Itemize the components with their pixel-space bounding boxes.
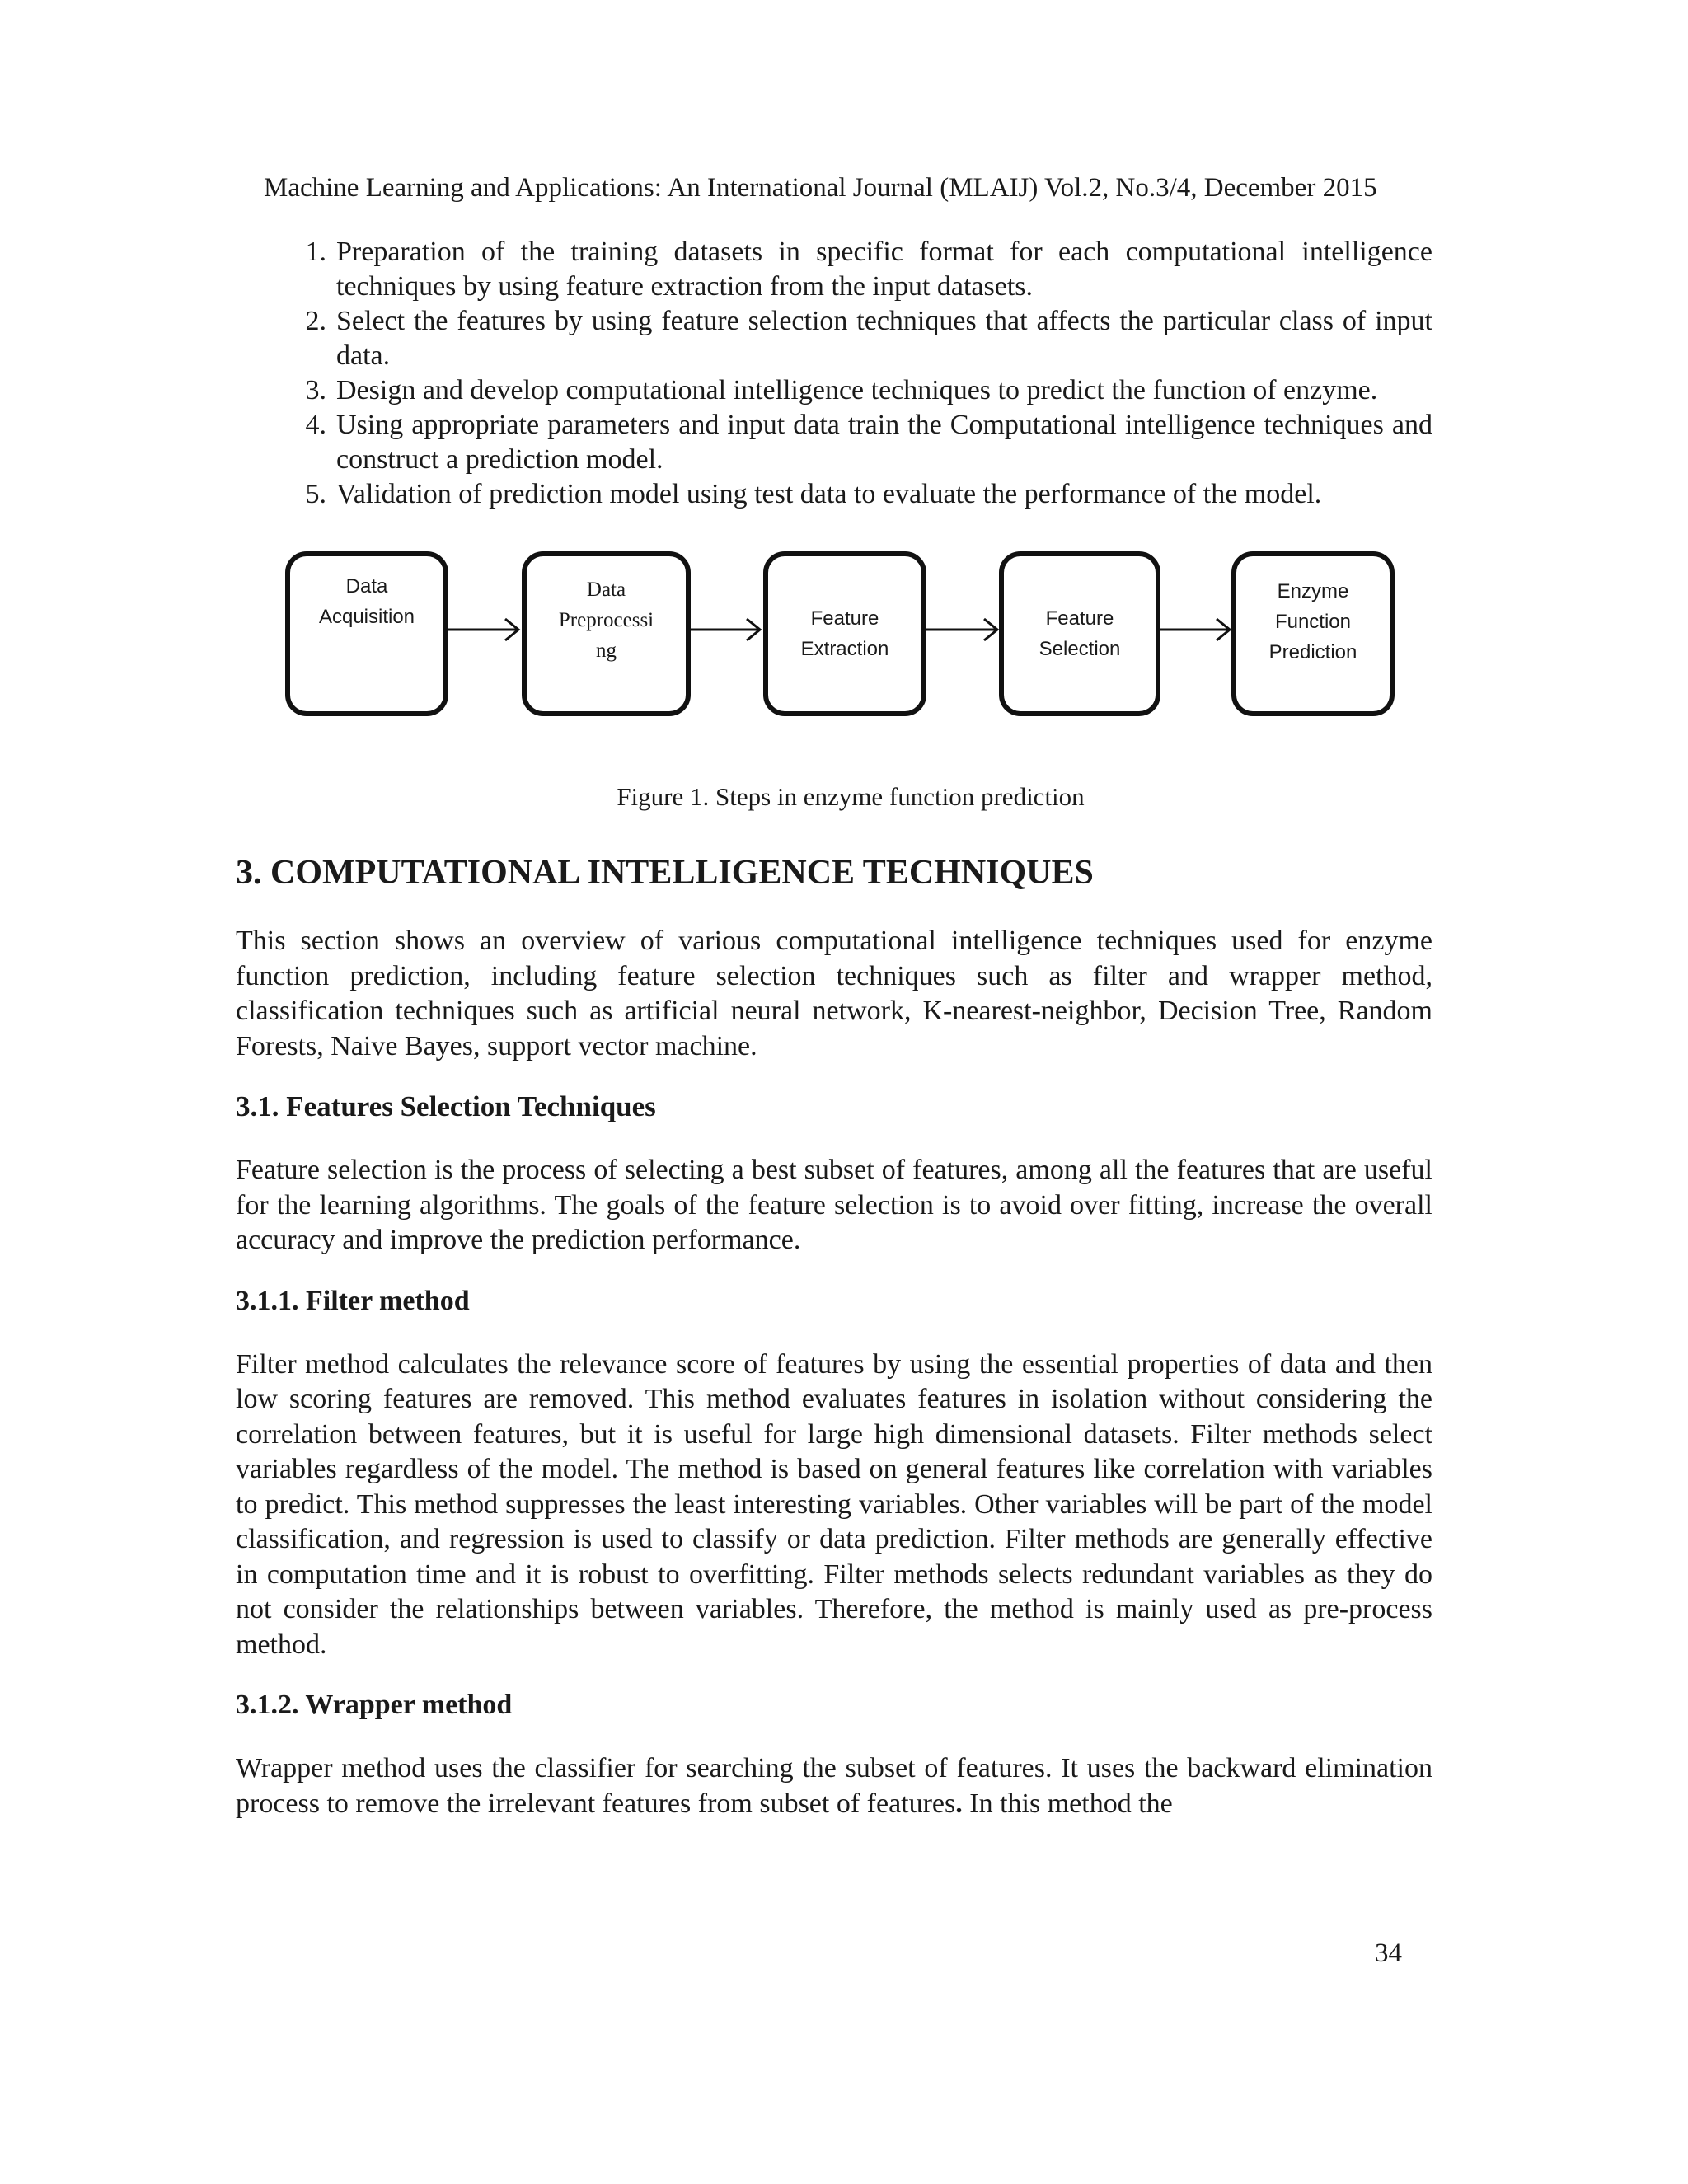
steps-list xyxy=(236,235,1432,512)
subsection-heading: 3.1. Features Selection Techniques xyxy=(236,1090,656,1122)
wrapper-text-end: In this method the xyxy=(962,1788,1173,1819)
arrow-2 xyxy=(686,619,760,640)
wrapper-text-bold: . xyxy=(955,1788,963,1819)
figure-caption: Figure 1. Steps in enzyme function prediction xyxy=(617,782,1085,811)
section-intro-paragraph: This section shows an overview of various computational intelligence techniques used for enzyme function prediction, including feature selection techniques such as filter and wrapper method, classification techniques such as artificial neural network, K-nearest-neighbor, Decision Tree, Random Forests, Naive Bayes, support vector machine. xyxy=(236,926,1432,1062)
list-number: 4. xyxy=(305,410,326,440)
flow-box-label: Enzyme Function Prediction xyxy=(1268,580,1357,663)
list-text: Validation of prediction model using test data to evaluate the performance of the model. xyxy=(336,479,1322,509)
arrow-1 xyxy=(448,619,518,640)
flow-box-feature-extraction xyxy=(763,551,926,716)
flow-box-enzyme-function-prediction xyxy=(1231,551,1395,716)
wrapper-method-paragraph xyxy=(236,1751,1432,1821)
running-header: Machine Learning and Applications: An International Journal (MLAIJ) Vol.2, No.3/4, December 2015 xyxy=(264,173,1377,203)
page-content xyxy=(236,235,1432,1821)
flow-box-feature-selection xyxy=(999,551,1160,716)
list-text: Preparation of the training datasets in specific format for each computational intelligence techniques by using feature extraction from the input datasets. xyxy=(336,237,1432,302)
flow-diagram xyxy=(236,551,1432,799)
page-number: 34 xyxy=(1375,1938,1402,1968)
arrow-4 xyxy=(1160,619,1230,640)
list-text: Using appropriate parameters and input data train the Computational intelligence techniques and construct a prediction model. xyxy=(336,410,1432,475)
list-number: 2. xyxy=(305,306,326,336)
list-number: 1. xyxy=(305,237,326,267)
list-item xyxy=(236,304,1432,373)
flow-box-label: Data Preprocessi ng xyxy=(558,579,654,662)
list-item xyxy=(236,373,1432,408)
arrow-3 xyxy=(925,619,997,640)
flow-box-label: Feature Selection xyxy=(1039,607,1121,660)
list-text: Design and develop computational intelligence techniques to predict the function of enzyme. xyxy=(336,375,1378,405)
section-heading: 3. COMPUTATIONAL INTELLIGENCE TECHNIQUES xyxy=(236,854,1094,892)
list-item xyxy=(236,477,1432,512)
flow-box-label: Feature Extraction xyxy=(800,607,889,660)
filter-method-heading: 3.1.1. Filter method xyxy=(236,1285,470,1316)
list-number: 5. xyxy=(305,479,326,509)
list-item xyxy=(236,235,1432,304)
list-item xyxy=(236,408,1432,477)
filter-method-paragraph: Filter method calculates the relevance score of features by using the essential properties of data and then low scoring features are removed. This method evaluates features in isolation without considering the correlation between features, but it is useful for large high dimensional datasets. Filter methods select variables regardless of the model. The method is based on general features like correlation with variables to predict. This method suppresses the least interesting variables. Other variables will be part of the model classification, and regression is used to classify or data prediction. Filter methods are generally effective in computation time and it is robust to overfitting. Filter methods selects redundant variables as they do not consider the relationships between variables. Therefore, the method is mainly used as pre-process method. xyxy=(236,1348,1432,1660)
feature-selection-paragraph: Feature selection is the process of selecting a best subset of features, among all the features that are useful for the learning algorithms. The goals of the feature selection is to avoid over fitting, increase the overall accuracy and improve the prediction performance. xyxy=(236,1155,1432,1255)
list-number: 3. xyxy=(305,375,326,405)
flow-box-label: Data Acquisition xyxy=(318,575,415,628)
wrapper-text-start: Wrapper method uses the classifier for searching the subset of features. It uses the backward elimination process to remove the irrelevant features from subset of features xyxy=(236,1753,1432,1819)
wrapper-method-heading: 3.1.2. Wrapper method xyxy=(236,1690,513,1720)
list-text: Select the features by using feature selection techniques that affects the particular class of input data. xyxy=(336,306,1432,371)
flow-box-data-preprocessing xyxy=(522,551,691,716)
flow-box-data-acquisition xyxy=(285,551,448,716)
